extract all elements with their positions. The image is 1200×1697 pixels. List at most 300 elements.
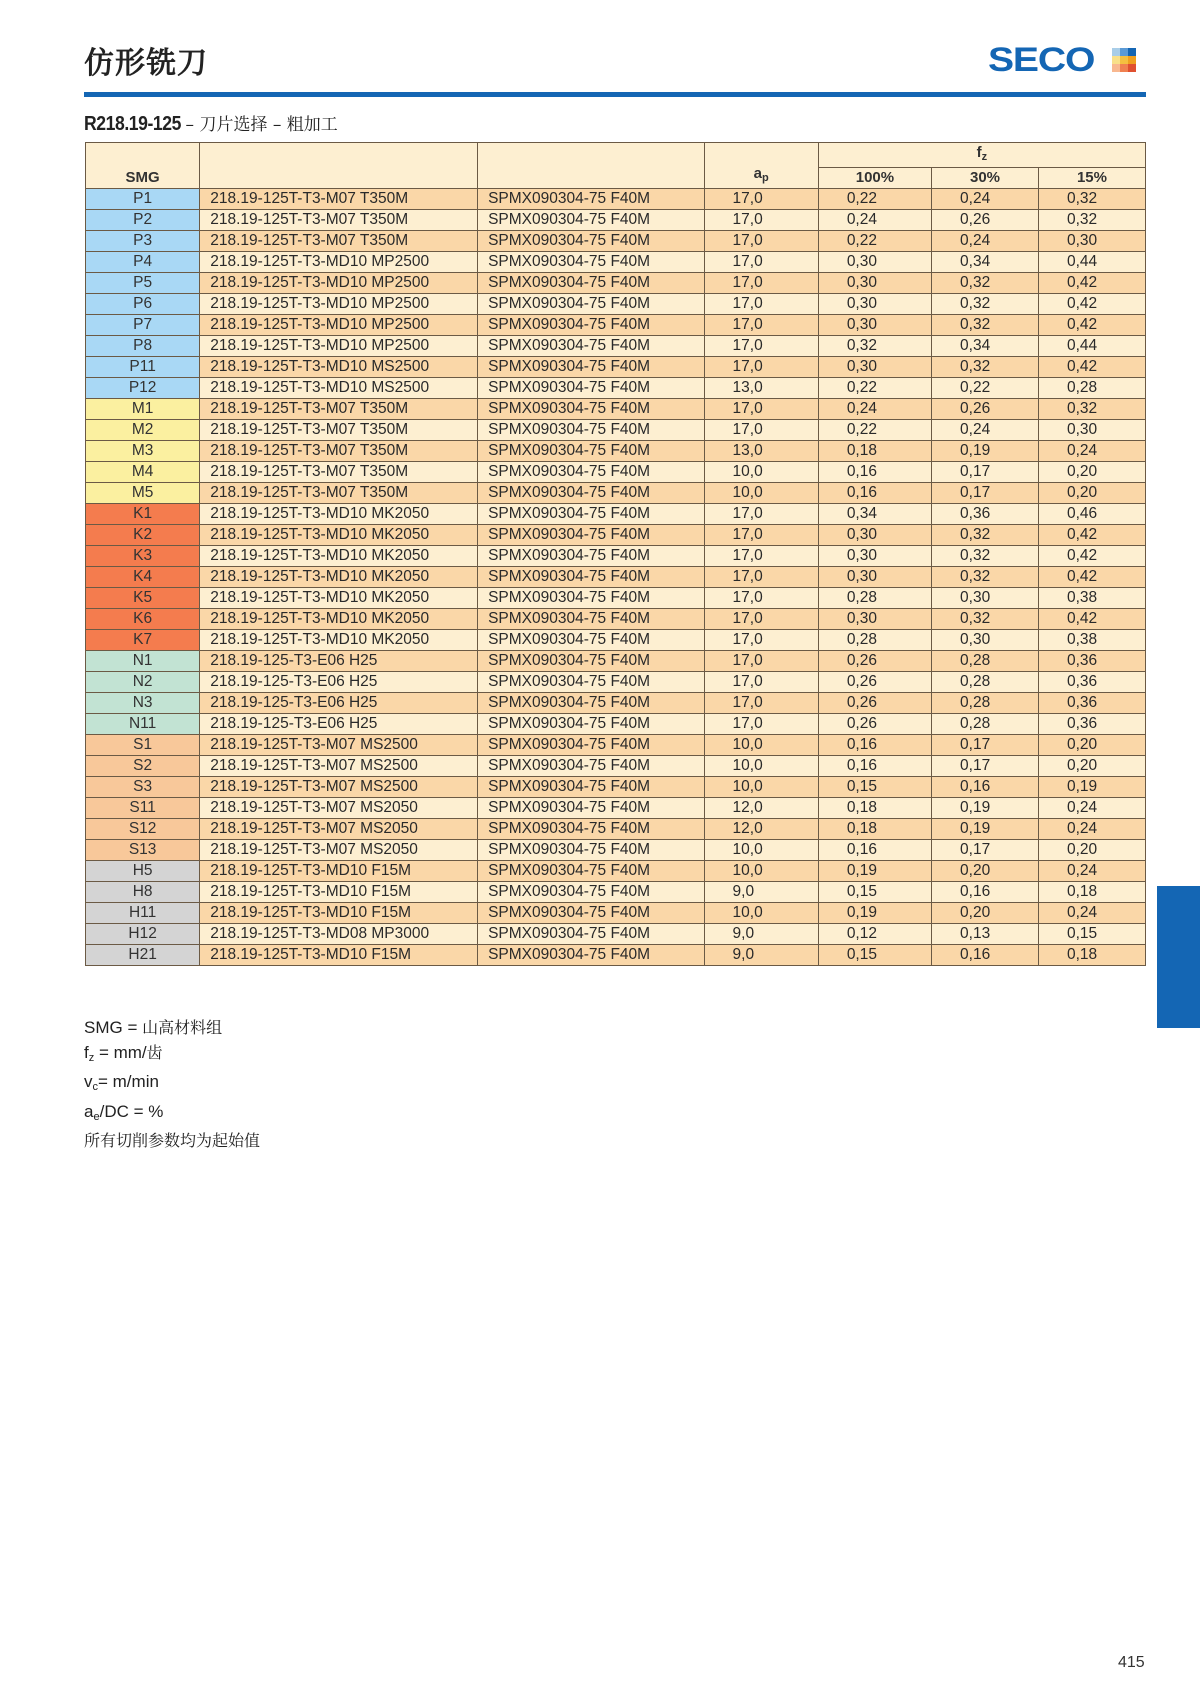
fz-100-cell: 0,18 [818,819,931,840]
fz-15-cell: 0,28 [1038,378,1145,399]
insert-cell: SPMX090304-75 F40M [478,567,704,588]
cutter-cell: 218.19-125T-T3-M07 MS2500 [200,756,478,777]
fz-15-cell: 0,36 [1038,714,1145,735]
fz-15-cell: 0,44 [1038,336,1145,357]
fz-15-cell: 0,36 [1038,672,1145,693]
cutter-cell: 218.19-125T-T3-MD10 F15M [200,945,478,966]
fz-100-cell: 0,28 [818,588,931,609]
page-number: 415 [1118,1654,1145,1671]
insert-cell: SPMX090304-75 F40M [478,945,704,966]
fz-15-cell: 0,32 [1038,210,1145,231]
insert-cell: SPMX090304-75 F40M [478,798,704,819]
fz-30-cell: 0,19 [932,798,1039,819]
ap-cell: 17,0 [704,399,818,420]
logo-square [1120,48,1128,56]
ap-cell: 10,0 [704,903,818,924]
smg-cell: P1 [86,189,200,210]
fz-15-cell: 0,20 [1038,483,1145,504]
table-row [86,525,1146,546]
table-row [86,714,1146,735]
table-row [86,819,1146,840]
insert-cell: SPMX090304-75 F40M [478,714,704,735]
ap-cell: 10,0 [704,777,818,798]
cutter-cell: 218.19-125T-T3-MD10 MP2500 [200,252,478,273]
ap-cell: 13,0 [704,378,818,399]
fz-15-cell: 0,19 [1038,777,1145,798]
smg-cell: H5 [86,861,200,882]
fz-15-cell: 0,24 [1038,798,1145,819]
fz-15-cell: 0,32 [1038,399,1145,420]
cutter-cell: 218.19-125T-T3-M07 T350M [200,462,478,483]
fz-30-cell: 0,16 [932,945,1039,966]
fz-100-cell: 0,24 [818,210,931,231]
fz-30-cell: 0,36 [932,504,1039,525]
note-smg: SMG = 山高材料组 [84,1018,223,1037]
ap-cell: 13,0 [704,441,818,462]
fz-100-cell: 0,32 [818,336,931,357]
table-row [86,420,1146,441]
header-cutter [200,143,478,189]
fz-100-cell: 0,28 [818,630,931,651]
fz-15-cell: 0,20 [1038,840,1145,861]
logo-square [1120,64,1128,72]
smg-cell: S12 [86,819,200,840]
smg-cell: S3 [86,777,200,798]
insert-cell: SPMX090304-75 F40M [478,420,704,441]
header-ap: $a_p$ [704,143,818,189]
fz-30-cell: 0,26 [932,210,1039,231]
fz-30-cell: 0,24 [932,231,1039,252]
cutter-cell: 218.19-125T-T3-MD10 MK2050 [200,588,478,609]
fz-30-cell: 0,32 [932,294,1039,315]
ap-cell: 17,0 [704,357,818,378]
section-code: R218.19-125 [84,113,181,135]
ap-cell: 17,0 [704,294,818,315]
fz-30-cell: 0,28 [932,693,1039,714]
fz-100-cell: 0,22 [818,378,931,399]
fz-30-cell: 0,28 [932,672,1039,693]
cutter-cell: 218.19-125T-T3-M07 T350M [200,441,478,462]
table-row [86,630,1146,651]
insert-cell: SPMX090304-75 F40M [478,357,704,378]
insert-cell: SPMX090304-75 F40M [478,882,704,903]
smg-cell: N11 [86,714,200,735]
cutter-cell: 218.19-125T-T3-MD10 MK2050 [200,609,478,630]
insert-cell: SPMX090304-75 F40M [478,861,704,882]
table-row [86,777,1146,798]
table-row [86,399,1146,420]
ap-cell: 17,0 [704,588,818,609]
fz-15-cell: 0,42 [1038,567,1145,588]
insert-cell: SPMX090304-75 F40M [478,441,704,462]
insert-cell: SPMX090304-75 F40M [478,315,704,336]
fz-100-cell: 0,15 [818,777,931,798]
ap-cell: 17,0 [704,189,818,210]
smg-cell: K7 [86,630,200,651]
cutter-cell: 218.19-125T-T3-MD10 MK2050 [200,546,478,567]
fz-30-cell: 0,32 [932,546,1039,567]
fz-30-cell: 0,16 [932,777,1039,798]
fz-30-cell: 0,16 [932,882,1039,903]
fz-100-cell: 0,15 [818,945,931,966]
insert-cell: SPMX090304-75 F40M [478,189,704,210]
fz-30-cell: 0,30 [932,588,1039,609]
table-row [86,504,1146,525]
ap-cell: 17,0 [704,336,818,357]
fz-15-cell: 0,38 [1038,588,1145,609]
table-row [86,693,1146,714]
fz-100-cell: 0,12 [818,924,931,945]
insert-cell: SPMX090304-75 F40M [478,210,704,231]
table-row [86,252,1146,273]
ap-cell: 10,0 [704,861,818,882]
ap-cell: 17,0 [704,420,818,441]
cutter-cell: 218.19-125T-T3-M07 T350M [200,210,478,231]
cutter-cell: 218.19-125T-T3-MD10 MS2500 [200,378,478,399]
header-fz: $f_z$ [818,143,1145,168]
smg-cell: S1 [86,735,200,756]
insert-cell: SPMX090304-75 F40M [478,840,704,861]
ap-cell: 17,0 [704,630,818,651]
smg-cell: H12 [86,924,200,945]
fz-30-cell: 0,22 [932,378,1039,399]
fz-15-cell: 0,20 [1038,756,1145,777]
fz-100-cell: 0,26 [818,693,931,714]
table-row [86,567,1146,588]
smg-cell: K6 [86,609,200,630]
ap-cell: 17,0 [704,609,818,630]
fz-100-cell: 0,16 [818,840,931,861]
insert-cell: SPMX090304-75 F40M [478,651,704,672]
logo-text: SECO [988,41,1095,79]
smg-cell: P7 [86,315,200,336]
logo-square [1120,56,1128,64]
fz-100-cell: 0,16 [818,735,931,756]
fz-15-cell: 0,20 [1038,462,1145,483]
smg-cell: P12 [86,378,200,399]
table-row [86,273,1146,294]
fz-30-cell: 0,24 [932,189,1039,210]
fz-100-cell: 0,30 [818,609,931,630]
insert-cell: SPMX090304-75 F40M [478,630,704,651]
insert-cell: SPMX090304-75 F40M [478,903,704,924]
fz-15-cell: 0,44 [1038,252,1145,273]
smg-cell: H11 [86,903,200,924]
note-ae: $a_e/DC$ = % [84,1101,164,1123]
fz-30-cell: 0,20 [932,903,1039,924]
fz-15-cell: 0,42 [1038,525,1145,546]
logo-square [1112,48,1120,56]
insert-cell: SPMX090304-75 F40M [478,273,704,294]
cutter-cell: 218.19-125T-T3-M07 T350M [200,189,478,210]
ap-cell: 10,0 [704,840,818,861]
insert-cell: SPMX090304-75 F40M [478,252,704,273]
ap-cell: 10,0 [704,483,818,504]
ap-cell: 17,0 [704,252,818,273]
fz-100-cell: 0,30 [818,357,931,378]
fz-15-cell: 0,24 [1038,441,1145,462]
smg-cell: M5 [86,483,200,504]
ap-cell: 17,0 [704,231,818,252]
fz-100-cell: 0,26 [818,672,931,693]
fz-30-cell: 0,17 [932,840,1039,861]
insert-cell: SPMX090304-75 F40M [478,735,704,756]
fz-100-cell: 0,16 [818,483,931,504]
fz-100-cell: 0,30 [818,294,931,315]
note-fz: $f_z = mm/$齿 [84,1042,163,1064]
ap-cell: 17,0 [704,651,818,672]
fz-30-cell: 0,30 [932,630,1039,651]
page-title: 仿形铣刀 [84,46,208,81]
fz-30-cell: 0,28 [932,651,1039,672]
fz-100-cell: 0,30 [818,252,931,273]
fz-100-cell: 0,18 [818,441,931,462]
logo-square [1128,64,1136,72]
table-row [86,903,1146,924]
fz-30-cell: 0,19 [932,819,1039,840]
smg-cell: N1 [86,651,200,672]
logo-color-squares-icon [1112,48,1136,72]
insert-cell: SPMX090304-75 F40M [478,924,704,945]
smg-cell: K2 [86,525,200,546]
smg-cell: P6 [86,294,200,315]
logo-square [1128,56,1136,64]
header-fz-100: 100% [818,168,931,189]
fz-30-cell: 0,17 [932,462,1039,483]
fz-15-cell: 0,30 [1038,420,1145,441]
cutter-cell: 218.19-125T-T3-MD10 MP2500 [200,273,478,294]
chapter-side-tab [1157,886,1200,1028]
cutter-cell: 218.19-125-T3-E06 H25 [200,651,478,672]
fz-30-cell: 0,13 [932,924,1039,945]
ap-cell: 12,0 [704,819,818,840]
fz-15-cell: 0,42 [1038,546,1145,567]
table-row [86,189,1146,210]
table-row [86,588,1146,609]
fz-30-cell: 0,17 [932,756,1039,777]
cutter-cell: 218.19-125T-T3-MD08 MP3000 [200,924,478,945]
smg-cell: S13 [86,840,200,861]
fz-15-cell: 0,36 [1038,693,1145,714]
note-vc: $v_c= m/\min$ [84,1072,159,1093]
fz-100-cell: 0,16 [818,462,931,483]
section-title [84,110,338,136]
fz-100-cell: 0,18 [818,798,931,819]
ap-cell: 9,0 [704,945,818,966]
cutter-cell: 218.19-125T-T3-MD10 MK2050 [200,504,478,525]
cutter-cell: 218.19-125T-T3-M07 MS2050 [200,819,478,840]
smg-cell: M2 [86,420,200,441]
smg-cell: K4 [86,567,200,588]
fz-100-cell: 0,26 [818,651,931,672]
smg-cell: M3 [86,441,200,462]
fz-15-cell: 0,18 [1038,945,1145,966]
fz-15-cell: 0,36 [1038,651,1145,672]
fz-100-cell: 0,19 [818,861,931,882]
notes [84,1016,260,1154]
ap-cell: 17,0 [704,693,818,714]
fz-30-cell: 0,28 [932,714,1039,735]
logo-square [1112,56,1120,64]
table-row [86,315,1146,336]
fz-30-cell: 0,17 [932,483,1039,504]
insert-cell: SPMX090304-75 F40M [478,672,704,693]
insert-cell: SPMX090304-75 F40M [478,399,704,420]
insert-cell: SPMX090304-75 F40M [478,756,704,777]
table-row [86,231,1146,252]
fz-15-cell: 0,24 [1038,903,1145,924]
logo-square [1128,48,1136,56]
cutter-cell: 218.19-125-T3-E06 H25 [200,693,478,714]
smg-cell: N3 [86,693,200,714]
cutter-cell: 218.19-125T-T3-M07 MS2050 [200,840,478,861]
fz-100-cell: 0,34 [818,504,931,525]
ap-cell: 10,0 [704,756,818,777]
cutter-cell: 218.19-125T-T3-MD10 MK2050 [200,525,478,546]
ap-cell: 9,0 [704,882,818,903]
smg-cell: P5 [86,273,200,294]
table-row [86,735,1146,756]
fz-30-cell: 0,32 [932,609,1039,630]
smg-cell: N2 [86,672,200,693]
section-subtitle: – 刀片选择 – 粗加工 [180,115,338,135]
ap-cell: 17,0 [704,672,818,693]
insert-cell: SPMX090304-75 F40M [478,378,704,399]
ap-cell: 17,0 [704,315,818,336]
table-row [86,924,1146,945]
smg-cell: S2 [86,756,200,777]
cutter-cell: 218.19-125T-T3-MD10 F15M [200,903,478,924]
fz-30-cell: 0,19 [932,441,1039,462]
fz-100-cell: 0,24 [818,399,931,420]
smg-cell: P2 [86,210,200,231]
fz-15-cell: 0,42 [1038,273,1145,294]
fz-15-cell: 0,42 [1038,357,1145,378]
fz-30-cell: 0,34 [932,336,1039,357]
table-row [86,882,1146,903]
insert-cell: SPMX090304-75 F40M [478,504,704,525]
table-row [86,945,1146,966]
fz-15-cell: 0,20 [1038,735,1145,756]
cutter-cell: 218.19-125T-T3-MD10 MK2050 [200,630,478,651]
table-row [86,462,1146,483]
fz-30-cell: 0,32 [932,273,1039,294]
fz-30-cell: 0,20 [932,861,1039,882]
ap-cell: 17,0 [704,273,818,294]
table-row [86,672,1146,693]
smg-cell: P4 [86,252,200,273]
insert-cell: SPMX090304-75 F40M [478,231,704,252]
header-insert [478,143,704,189]
fz-15-cell: 0,42 [1038,294,1145,315]
fz-15-cell: 0,18 [1038,882,1145,903]
insert-cell: SPMX090304-75 F40M [478,462,704,483]
fz-100-cell: 0,30 [818,315,931,336]
fz-30-cell: 0,32 [932,357,1039,378]
table-row [86,861,1146,882]
cutter-cell: 218.19-125-T3-E06 H25 [200,714,478,735]
fz-100-cell: 0,30 [818,546,931,567]
header-fz-30: 30% [932,168,1039,189]
smg-cell: H8 [86,882,200,903]
ap-cell: 17,0 [704,546,818,567]
table-row [86,651,1146,672]
fz-100-cell: 0,22 [818,420,931,441]
cutter-cell: 218.19-125T-T3-M07 MS2500 [200,735,478,756]
table-row [86,756,1146,777]
cutter-cell: 218.19-125T-T3-M07 MS2500 [200,777,478,798]
fz-100-cell: 0,22 [818,189,931,210]
note-starting-values: 所有切削参数均为起始值 [84,1131,261,1150]
header-smg: SMG [86,143,200,189]
ap-cell: 10,0 [704,462,818,483]
table-row [86,294,1146,315]
table-row [86,546,1146,567]
insert-cell: SPMX090304-75 F40M [478,336,704,357]
fz-100-cell: 0,15 [818,882,931,903]
fz-15-cell: 0,24 [1038,861,1145,882]
fz-100-cell: 0,30 [818,273,931,294]
insert-cell: SPMX090304-75 F40M [478,777,704,798]
cutter-cell: 218.19-125T-T3-MD10 MP2500 [200,294,478,315]
smg-cell: S11 [86,798,200,819]
fz-30-cell: 0,24 [932,420,1039,441]
table-row [86,336,1146,357]
fz-30-cell: 0,32 [932,315,1039,336]
table-row [86,378,1146,399]
fz-15-cell: 0,30 [1038,231,1145,252]
cutter-cell: 218.19-125T-T3-M07 T350M [200,399,478,420]
fz-100-cell: 0,26 [818,714,931,735]
fz-30-cell: 0,17 [932,735,1039,756]
cutter-cell: 218.19-125T-T3-M07 T350M [200,483,478,504]
table-row [86,798,1146,819]
cutter-cell: 218.19-125T-T3-MD10 F15M [200,882,478,903]
cutter-cell: 218.19-125-T3-E06 H25 [200,672,478,693]
cutter-cell: 218.19-125T-T3-M07 MS2050 [200,798,478,819]
fz-15-cell: 0,38 [1038,630,1145,651]
insert-cell: SPMX090304-75 F40M [478,588,704,609]
smg-cell: P11 [86,357,200,378]
fz-100-cell: 0,30 [818,525,931,546]
cutter-cell: 218.19-125T-T3-MD10 MK2050 [200,567,478,588]
insert-selection-table [85,142,1146,966]
cutter-cell: 218.19-125T-T3-MD10 MP2500 [200,336,478,357]
fz-100-cell: 0,22 [818,231,931,252]
smg-cell: K5 [86,588,200,609]
insert-cell: SPMX090304-75 F40M [478,693,704,714]
fz-15-cell: 0,24 [1038,819,1145,840]
smg-cell: P3 [86,231,200,252]
smg-cell: M1 [86,399,200,420]
smg-cell: P8 [86,336,200,357]
fz-100-cell: 0,19 [818,903,931,924]
smg-cell: K1 [86,504,200,525]
smg-cell: M4 [86,462,200,483]
table-row [86,609,1146,630]
smg-cell: H21 [86,945,200,966]
fz-15-cell: 0,46 [1038,504,1145,525]
ap-cell: 17,0 [704,525,818,546]
fz-15-cell: 0,15 [1038,924,1145,945]
fz-30-cell: 0,32 [932,525,1039,546]
fz-100-cell: 0,30 [818,567,931,588]
fz-100-cell: 0,16 [818,756,931,777]
fz-15-cell: 0,42 [1038,315,1145,336]
insert-cell: SPMX090304-75 F40M [478,294,704,315]
cutter-cell: 218.19-125T-T3-M07 T350M [200,420,478,441]
logo-square [1112,64,1120,72]
